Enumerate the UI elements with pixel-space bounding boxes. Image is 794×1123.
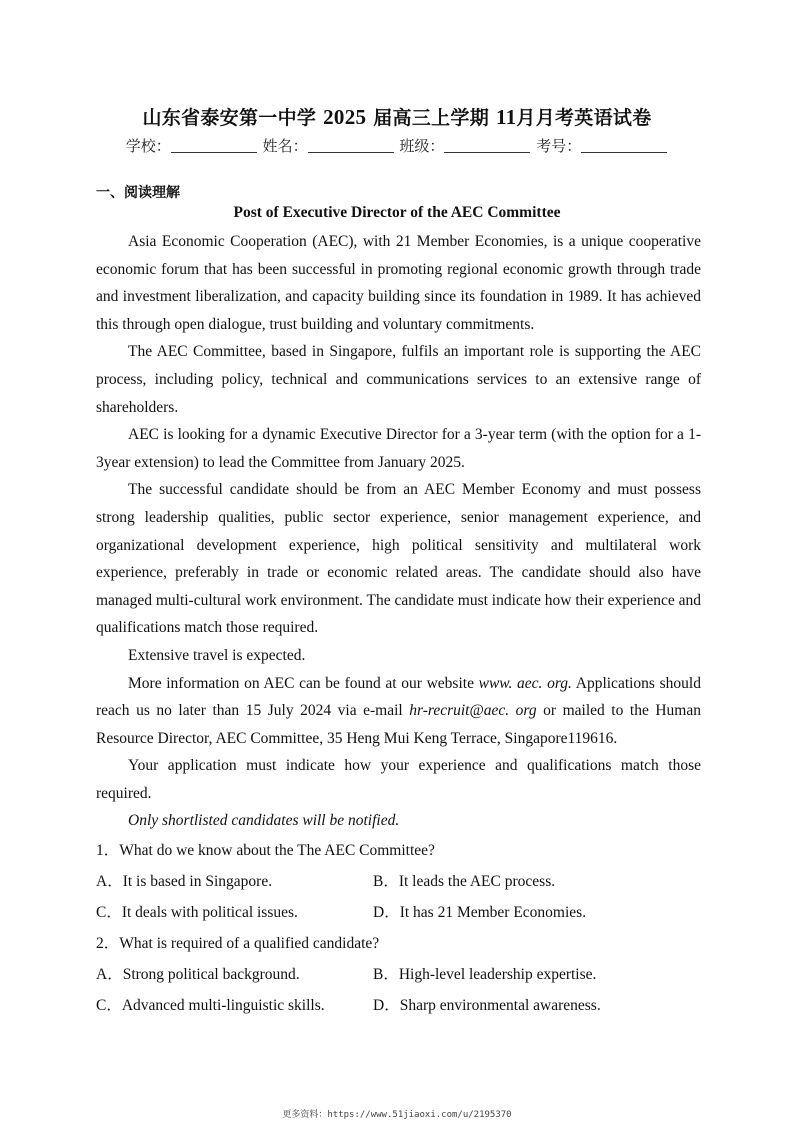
question-stem: 1．What do we know about the The AEC Committee?	[96, 842, 435, 859]
option-row	[96, 965, 701, 996]
exam-number-label: 考号：	[536, 137, 582, 155]
name-label: 姓名：	[262, 137, 308, 155]
option-c[interactable]: C．Advanced multi-linguistic skills.	[96, 997, 325, 1014]
passage-body	[96, 228, 701, 835]
exam-number-blank[interactable]	[581, 138, 667, 153]
class-label: 班级：	[399, 137, 445, 155]
option-row	[96, 872, 701, 903]
paragraph: AEC is looking for a dynamic Executive Director for a 3-year term (with the option for a 1-3year extension) to lead the Committee from January 2025.	[96, 426, 701, 471]
option-a[interactable]: A．It is based in Singapore.	[96, 873, 273, 890]
paragraph: Asia Economic Cooperation (AEC), with 21 Member Economies, is a unique cooperative economic forum that has been successful in promoting regional economic growth through trade and investment liberalization, and capacity building since its foundation in 1989. It has achieved this through open dialogue, trust building and voluntary commitments.	[96, 233, 701, 333]
paragraph: The AEC Committee, based in Singapore, fulfils an important role is supporting the AEC process, including policy, technical and communications services to an extensive range of shareholders.	[96, 343, 701, 416]
paragraph: The successful candidate should be from an AEC Member Economy and must possess strong leadership qualities, public sector experience, senior management experience, and organizational development experience, high political sensitivity and multilateral work experience, preferably in trade or economic related areas. The candidate should also have managed multi-cultural work environment. The candidate must indicate how their experience and qualifications match those required.	[96, 481, 701, 637]
title-month: 11	[495, 105, 517, 129]
name-field[interactable]	[263, 135, 395, 156]
title-part: 届高三上学期	[373, 107, 490, 129]
school-label: 学校：	[125, 137, 171, 155]
email-link: hr-recruit@aec. org	[409, 702, 537, 720]
closing-note-text: Only shortlisted candidates will be notified.	[128, 812, 400, 830]
closing-note	[96, 807, 701, 835]
option-row	[96, 903, 701, 934]
passage-title: Post of Executive Director of the AEC Committee	[233, 204, 561, 221]
questions	[96, 841, 701, 1027]
name-blank[interactable]	[308, 138, 394, 153]
website-link: www. aec. org.	[478, 674, 572, 692]
footer-link[interactable]: 更多资料：https://www.51jiaoxi.com/u/2195370	[282, 1110, 512, 1120]
application-paragraph: Your application must indicate how your experience and qualifications match those required.	[96, 757, 701, 802]
info-text: or mailed to the Human Resource Director, AEC Committee, 35 Heng Mui Keng Terrace, Singapore119616.	[96, 702, 701, 747]
exam-number-field[interactable]	[536, 135, 668, 156]
info-text: Applications should reach us no later than 15 July 2024 via e-mail	[96, 674, 701, 720]
option-d[interactable]: D．Sharp environmental awareness.	[373, 997, 601, 1014]
option-a[interactable]: A．Strong political background.	[96, 966, 300, 983]
option-c[interactable]: C．It deals with political issues.	[96, 904, 298, 921]
paragraph: Extensive travel is expected.	[128, 646, 306, 664]
option-b[interactable]: B．It leads the AEC process.	[373, 873, 556, 890]
option-d[interactable]: D．It has 21 Member Economies.	[373, 904, 587, 921]
class-field[interactable]	[399, 135, 531, 156]
info-text: More information on AEC can be found at our website	[128, 674, 479, 692]
title-part: 月月考英语试卷	[516, 107, 652, 129]
student-info-line	[0, 135, 794, 156]
exam-title	[0, 103, 794, 130]
section-heading: 一、阅读理解	[96, 185, 180, 201]
title-year: 2025	[323, 105, 367, 129]
school-field[interactable]	[126, 135, 258, 156]
school-blank[interactable]	[171, 138, 257, 153]
title-part: 山东省泰安第一中学	[142, 107, 317, 129]
info-paragraph	[96, 670, 701, 753]
class-blank[interactable]	[444, 138, 530, 153]
question-stem: 2．What is required of a qualified candidate?	[96, 935, 380, 952]
option-b[interactable]: B．High-level leadership expertise.	[373, 966, 597, 983]
option-row	[96, 996, 701, 1027]
